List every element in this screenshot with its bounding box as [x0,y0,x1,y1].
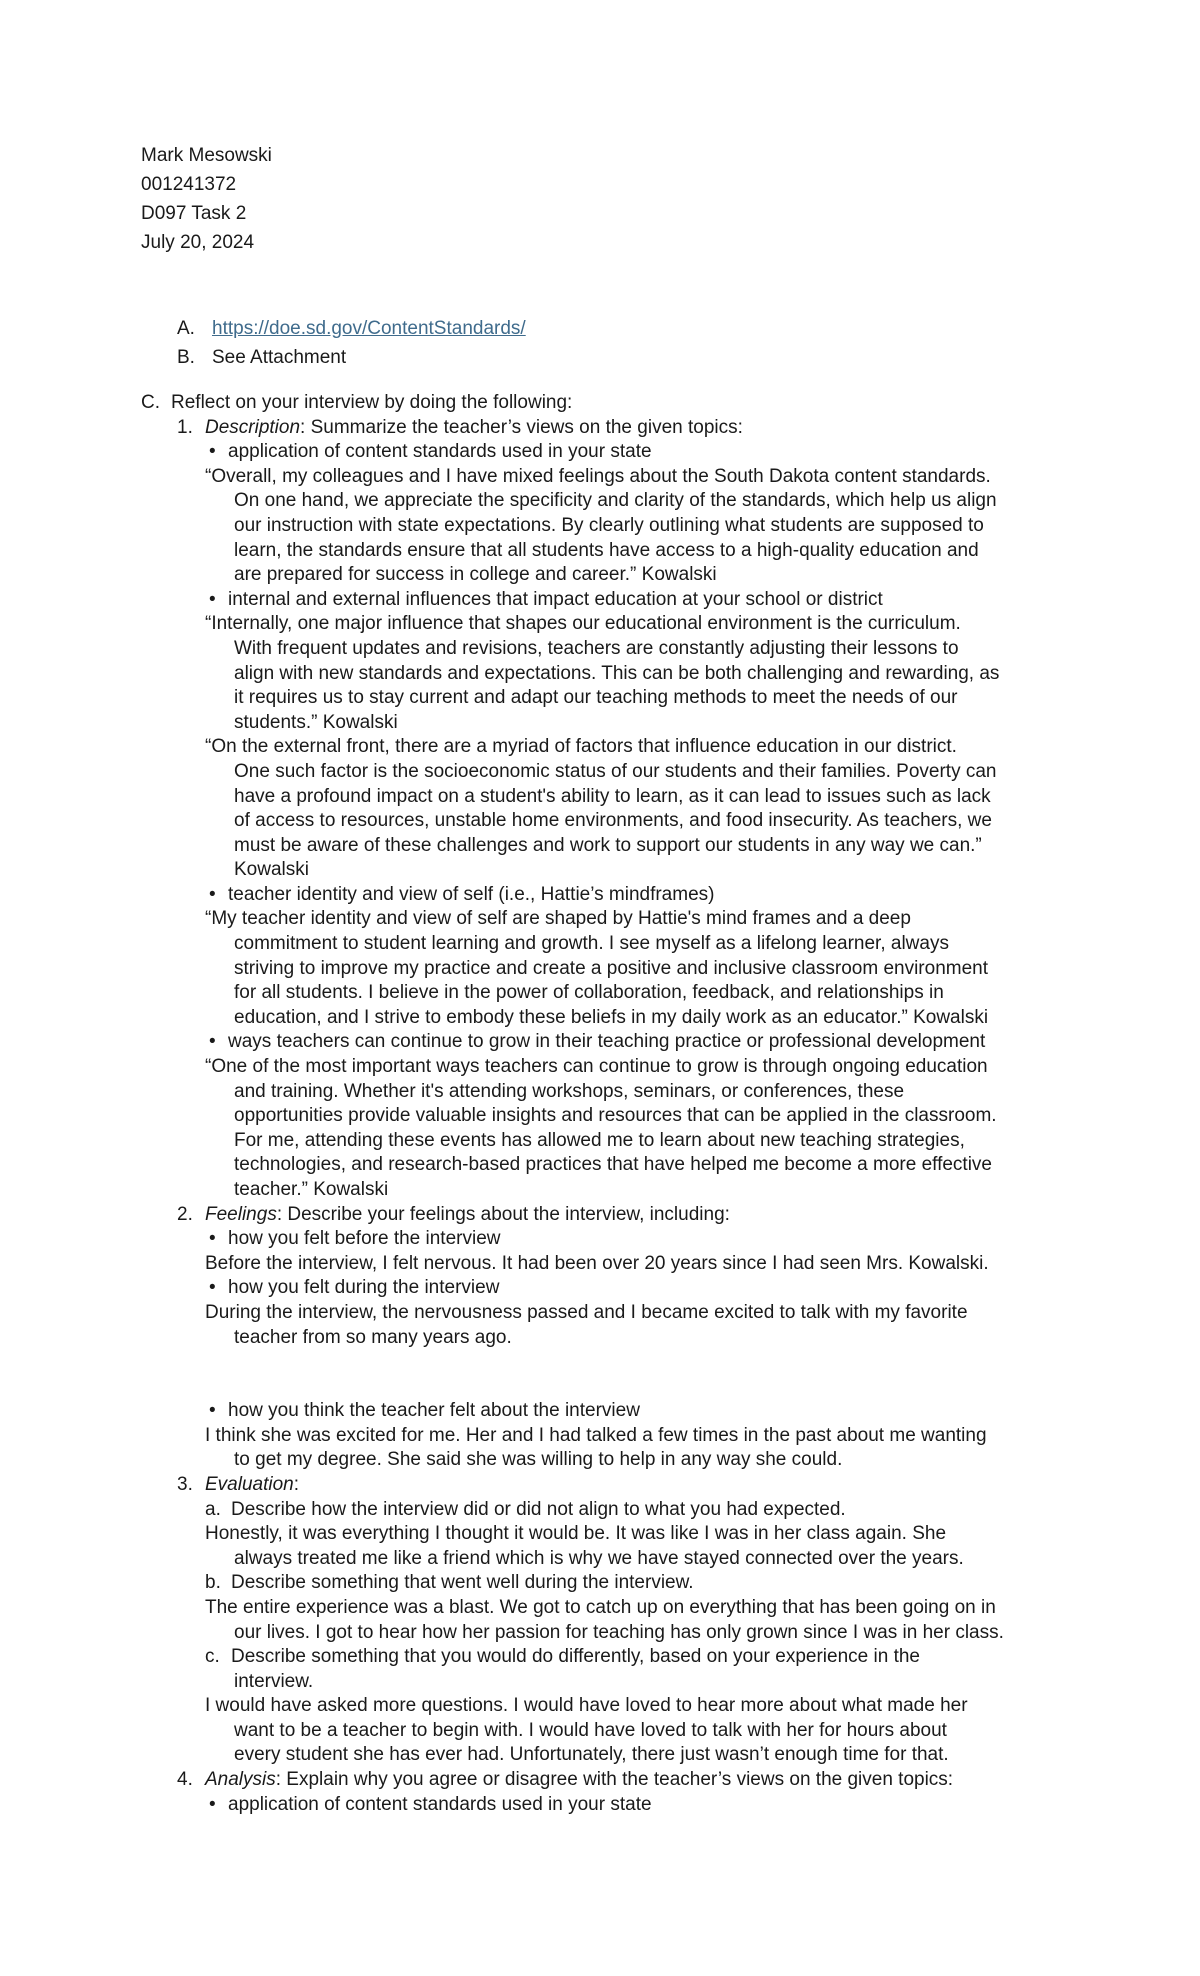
quote-line: striving to improve my practice and create a positive and inclusive classroom environment [234,957,988,979]
quote-line: our instruction with state expectations. By clearly outlining what students are supposed to [234,514,984,536]
bullet-text: how you felt before the interview [228,1228,501,1250]
bullet-item [141,440,1066,465]
list-label: a. [205,1498,221,1520]
item-prompt: : Explain why you agree or disagree with the teacher’s views on the given topics: [275,1769,954,1791]
item-prompt: : Summarize the teacher’s views on the given topics: [300,416,743,438]
attachment-note: See Attachment [212,347,347,368]
section-heading-text: Reflect on your interview by doing the following: [171,392,573,413]
section-c-heading [141,391,1066,416]
bullet-item [141,588,1066,613]
sub-item-a [141,1498,1066,1523]
bullet-text: application of content standards used in your state [228,441,652,463]
quote-line: teacher.” Kowalski [234,1179,389,1200]
quote-line: “Internally, one major influence that shapes our educational environment is the curriculum. [205,613,961,635]
item-prompt: : Describe your feelings about the interview, including: [276,1203,730,1225]
bullet-icon: • [209,441,216,463]
bullet-item [141,1399,1066,1424]
sub-item-c [141,1645,1066,1670]
answer-line: our lives. I got to hear how her passion for teaching has only grown since I was in her class. [234,1621,1004,1643]
item-feelings [141,1203,1066,1228]
reflection-body [141,391,1066,1817]
list-label: C. [141,392,160,413]
bullet-item [141,1793,1066,1818]
bullet-icon: • [209,1793,216,1815]
answer-line: every student she has ever had. Unfortunately, there just wasn’t enough time for that. [234,1744,949,1766]
bullet-icon: • [209,1400,216,1422]
quote-line: learn, the standards ensure that all students have access to a high-quality education and [234,539,979,561]
content-standards-link[interactable]: https://doe.sd.gov/ContentStandards/ [212,318,526,339]
quote-line: it requires us to stay current and adapt our teaching methods to meet the needs of our [234,687,958,709]
bullet-icon: • [209,1228,216,1250]
item-term: Analysis [205,1769,276,1791]
quote-line: align with new standards and expectations. This can be both challenging and rewarding, as [234,662,1000,684]
quote-line: On one hand, we appreciate the specificity and clarity of the standards, which help us align [234,490,997,512]
answer-line: always treated me like a friend which is why we have stayed connected over the years. [234,1547,964,1569]
quote-line: With frequent updates and revisions, teachers are constantly adjusting their lessons to [234,637,959,659]
item-analysis [141,1768,1066,1793]
bullet-icon: • [209,1031,216,1053]
list-label: 2. [177,1203,193,1225]
sub-item-b [141,1571,1066,1596]
bullet-item [141,883,1066,908]
bullet-text: ways teachers can continue to grow in their teaching practice or professional development [228,1031,986,1053]
quote-line: have a profound impact on a student's ability to learn, as it can lead to issues such as lack [234,785,991,807]
author-name: Mark Mesowski [141,145,272,166]
quote-line: “My teacher identity and view of self are shaped by Hattie's mind frames and a deep [205,908,911,930]
answer-line: teacher from so many years ago. [234,1326,512,1348]
list-label: b. [205,1572,221,1594]
quote-line: for all students. I believe in the power of collaboration, feedback, and relationships in [234,982,944,1004]
bullet-text: how you felt during the interview [228,1277,500,1299]
quote-line: “On the external front, there are a myriad of factors that influence education in our district. [205,736,957,758]
bullet-icon: • [209,883,216,905]
sub-item-text: Describe something that went well during the interview. [231,1572,694,1594]
quote-line: are prepared for success in college and career.” Kowalski [234,564,717,586]
bullet-item [141,1276,1066,1301]
quote-line: Kowalski [234,859,309,881]
student-id: 001241372 [141,174,237,195]
answer-line: The entire experience was a blast. We got to catch up on everything that has been going on in [205,1596,996,1618]
quote-line: opportunities provide valuable insights and resources that can be applied in the classroom. [234,1105,997,1127]
course-task: D097 Task 2 [141,203,247,224]
list-label: c. [205,1646,220,1668]
answer-line: I think she was excited for me. Her and I had talked a few times in the past about me wanting [205,1424,987,1446]
quote-line: must be aware of these challenges and work to support our students in any way we can.” [234,834,982,856]
bullet-item [141,1227,1066,1252]
quote-line: commitment to student learning and growth. I see myself as a lifelong learner, always [234,933,949,955]
quote-line: “Overall, my colleagues and I have mixed feelings about the South Dakota content standards. [205,465,991,487]
quote-line: education, and I strive to embody these beliefs in my daily work as an educator.” Kowalski [234,1006,989,1028]
bullet-icon: • [209,1277,216,1299]
answer-line: want to be a teacher to begin with. I would have loved to talk with her for hours about [234,1719,947,1741]
quote-line: “One of the most important ways teachers can continue to grow is through ongoing education [205,1056,988,1078]
sub-item-text: Describe how the interview did or did not align to what you had expected. [231,1498,846,1520]
item-term: Feelings [205,1203,277,1225]
list-ab [177,314,526,372]
list-label: 1. [177,416,193,438]
answer-line: I would have asked more questions. I would have loved to hear more about what made her [205,1695,968,1717]
item-description [141,416,1066,441]
item-evaluation [141,1473,1066,1498]
list-label: A. [177,318,195,339]
quote-line: of access to resources, unstable home environments, and food insecurity. As teachers, we [234,810,992,832]
spacer [141,1350,1066,1399]
list-item-a [177,314,526,343]
item-term: Evaluation [205,1473,294,1495]
bullet-item [141,1030,1066,1055]
list-label: B. [177,347,195,368]
document-date: July 20, 2024 [141,232,255,253]
quote-line: For me, attending these events has allowed me to learn about new teaching strategies, [234,1129,965,1151]
sub-item-text: Describe something that you would do differently, based on your experience in the [231,1646,920,1668]
bullet-text: application of content standards used in your state [228,1793,652,1815]
bullet-text: internal and external influences that impact education at your school or district [228,588,883,610]
bullet-text: teacher identity and view of self (i.e., Hattie’s mindframes) [228,883,715,905]
answer-line: to get my degree. She said she was willing to help in any way she could. [234,1449,843,1471]
quote-line: technologies, and research-based practices that have helped me become a more effective [234,1154,992,1176]
list-label: 4. [177,1769,193,1791]
list-item-b [177,343,526,372]
item-term: Description [205,416,301,438]
list-label: 3. [177,1473,193,1495]
item-prompt: : [293,1473,300,1495]
answer-line: Honestly, it was everything I thought it would be. It was like I was in her class again. She [205,1523,947,1545]
sub-item-text: interview. [234,1670,314,1692]
bullet-icon: • [209,588,216,610]
quote-line: and training. Whether it's attending workshops, seminars, or conferences, these [234,1080,905,1102]
answer-line: During the interview, the nervousness passed and I became excited to talk with my favorite [205,1301,968,1323]
quote-line: students.” Kowalski [234,711,398,733]
answer-line: Before the interview, I felt nervous. It had been over 20 years since I had seen Mrs. Kowalski. [205,1252,989,1274]
quote-line: One such factor is the socioeconomic status of our students and their families. Poverty can [234,760,997,782]
bullet-text: how you think the teacher felt about the interview [228,1400,640,1422]
author-header [141,141,272,257]
